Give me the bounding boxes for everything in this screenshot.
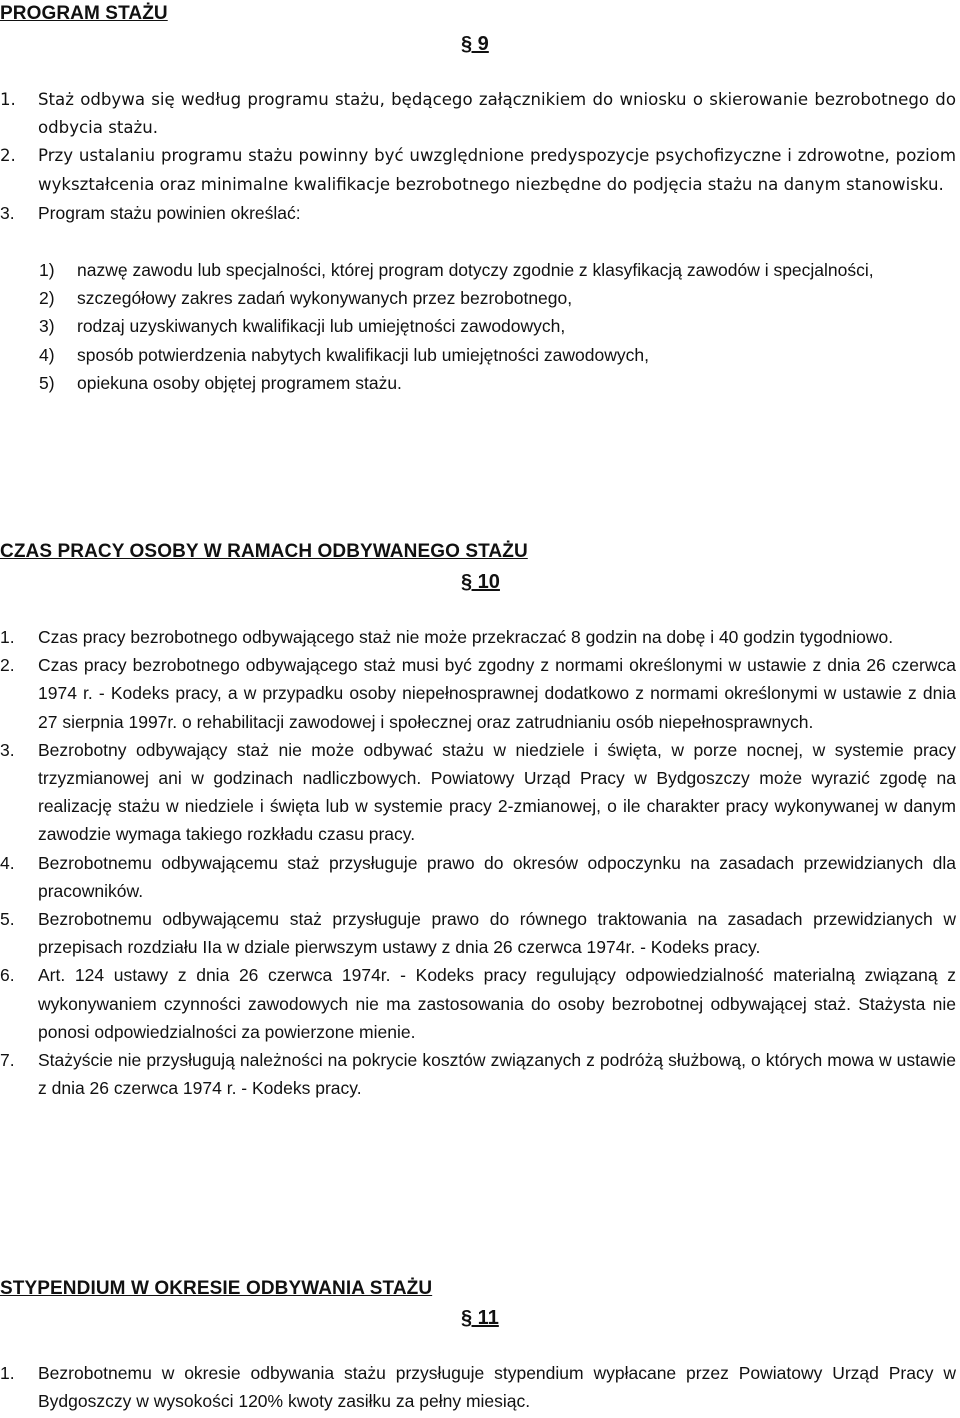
subitem-number: 3) [39,316,55,337]
item-number: 1. [0,1363,15,1383]
item-text: Bezrobotnemu w okresie odbywania stażu przysługuje stypendium wypłacane przez Powiatowy Urząd Pracy w Bydgoszczy w wysokości 120% kwoty zasiłku za pełny miesiąc. [38,1363,956,1412]
item-text: Stażyście nie przysługują należności na pokrycie kosztów związanych z podróżą służbową, o których mowa w ustawie z dnia 26 czerwca 1974 r. - Kodeks pracy. [38,1050,956,1099]
paragraph-number-10: § 10 [461,571,500,593]
item-text: Bezrobotnemu odbywającemu staż przysługuje prawo do okresów odpoczynku na zasadach przewidzianych dla pracowników. [38,852,956,901]
item-text: Bezrobotnemu odbywającemu staż przysługuje prawo do równego traktowania na zasadach przewidzianych w przepisach rozdziału IIa w dziale pierwszym ustawy z dnia 26 czerwca 1974r. - Kodeks pracy. [38,909,956,958]
item-number: 5. [0,909,15,930]
item-text: Program stażu powinien określać: [38,202,301,223]
stipend-items-list [0,1359,956,1415]
sub-list-item [39,284,956,312]
section-heading-program: PROGRAM STAŻU [0,3,168,24]
section-heading-work-time: CZAS PRACY OSOBY W RAMACH ODBYWANEGO STAŻU [0,541,528,562]
subitem-text: rodzaj uzyskiwanych kwalifikacji lub umiejętności zawodowych, [77,316,566,337]
program-subitems-list [39,256,956,397]
subitem-number: 2) [39,288,55,309]
sub-list-item [39,256,956,284]
item-number: 3. [0,739,15,760]
list-item [0,905,956,961]
item-text: Czas pracy bezrobotnego odbywającego staż nie może przekraczać 8 godzin na dobę i 40 godzin tygodniowo. [38,627,894,647]
sub-list-item [39,341,956,369]
paragraph-number-11: § 11 [461,1307,499,1329]
subitem-text: sposób potwierdzenia nabytych kwalifikacji lub umiejętności zawodowych, [77,344,649,365]
list-item [0,849,956,905]
list-item [0,86,956,142]
program-items-list [0,86,956,227]
list-item [0,1359,956,1415]
item-text: Przy ustalaniu programu stażu powinny być uwzględnione predyspozycje psychofizyczne i zdrowotne, poziom wykształcenia oraz minimalne kwalifikacje bezrobotnego niezbędne do podjęcia stażu na danym stanowisku. [38,146,956,194]
item-number: 2. [0,655,15,676]
subitem-text: nazwę zawodu lub specjalności, której program dotyczy zgodnie z klasyfikacją zawodów i specjalności, [77,260,874,280]
list-item [0,736,956,849]
item-number: 4. [0,852,15,873]
subitem-text: opiekuna osoby objętej programem stażu. [77,372,402,393]
item-number: 1. [0,627,15,647]
list-item [0,961,956,1046]
item-number: 6. [0,965,15,986]
subitem-number: 4) [39,344,55,365]
list-item [0,1046,956,1102]
section-heading-stipend: STYPENDIUM W OKRESIE ODBYWANIA STAŻU [0,1278,433,1299]
subitem-text: szczegółowy zakres zadań wykonywanych przez bezrobotnego, [77,288,573,309]
item-number: 3. [0,202,15,223]
list-item [0,651,956,736]
subitem-number: 5) [39,372,55,393]
sub-list-item [39,312,956,340]
item-number: 1. [0,90,16,109]
item-text: Bezrobotny odbywający staż nie może odbywać stażu w niedziele i święta, w porze nocnej, w systemie pracy trzyzmianowej ani w godzinach nadliczbowych. Powiatowy Urząd Pracy w Bydgoszczy może wyrazić zgodę na realizację stażu w niedziele i święta lub w systemie pracy 2-zmianowej, o ile charakter pracy wykonywanej w danym zawodzie wymaga takiego rozkładu czasu pracy. [38,739,956,845]
paragraph-number-9: § 9 [461,33,489,55]
subitem-number: 1) [39,260,55,280]
list-item [0,199,956,227]
sub-list-item [39,369,956,397]
item-text: Art. 124 ustawy z dnia 26 czerwca 1974r. - Kodeks pracy regulujący odpowiedzialność materialną związaną z wykonywaniem czynności zawodowych nie ma zastosowania do osoby bezrobotnej odbywającej staż. Stażysta nie ponosi odpowiedzialności za powierzone mienie. [38,965,956,1042]
work-time-items-list [0,623,956,1102]
list-item [0,623,956,651]
item-text: Czas pracy bezrobotnego odbywającego staż musi być zgodny z normami określonymi w ustawie z dnia 26 czerwca 1974 r. - Kodeks pracy, a w przypadku osoby niepełnosprawnej dodatkowo z normami określonymi w ustawie z dnia 27 sierpnia 1997r. o rehabilitacji zawodowej i społecznej oraz zatrudnianiu osób niepełnosprawnych. [38,655,956,732]
item-text: Staż odbywa się według programu stażu, będącego załącznikiem do wniosku o skierowanie bezrobotnego do odbycia stażu. [38,90,956,138]
item-number: 2. [0,146,16,166]
item-number: 7. [0,1050,15,1071]
list-item [0,142,956,198]
